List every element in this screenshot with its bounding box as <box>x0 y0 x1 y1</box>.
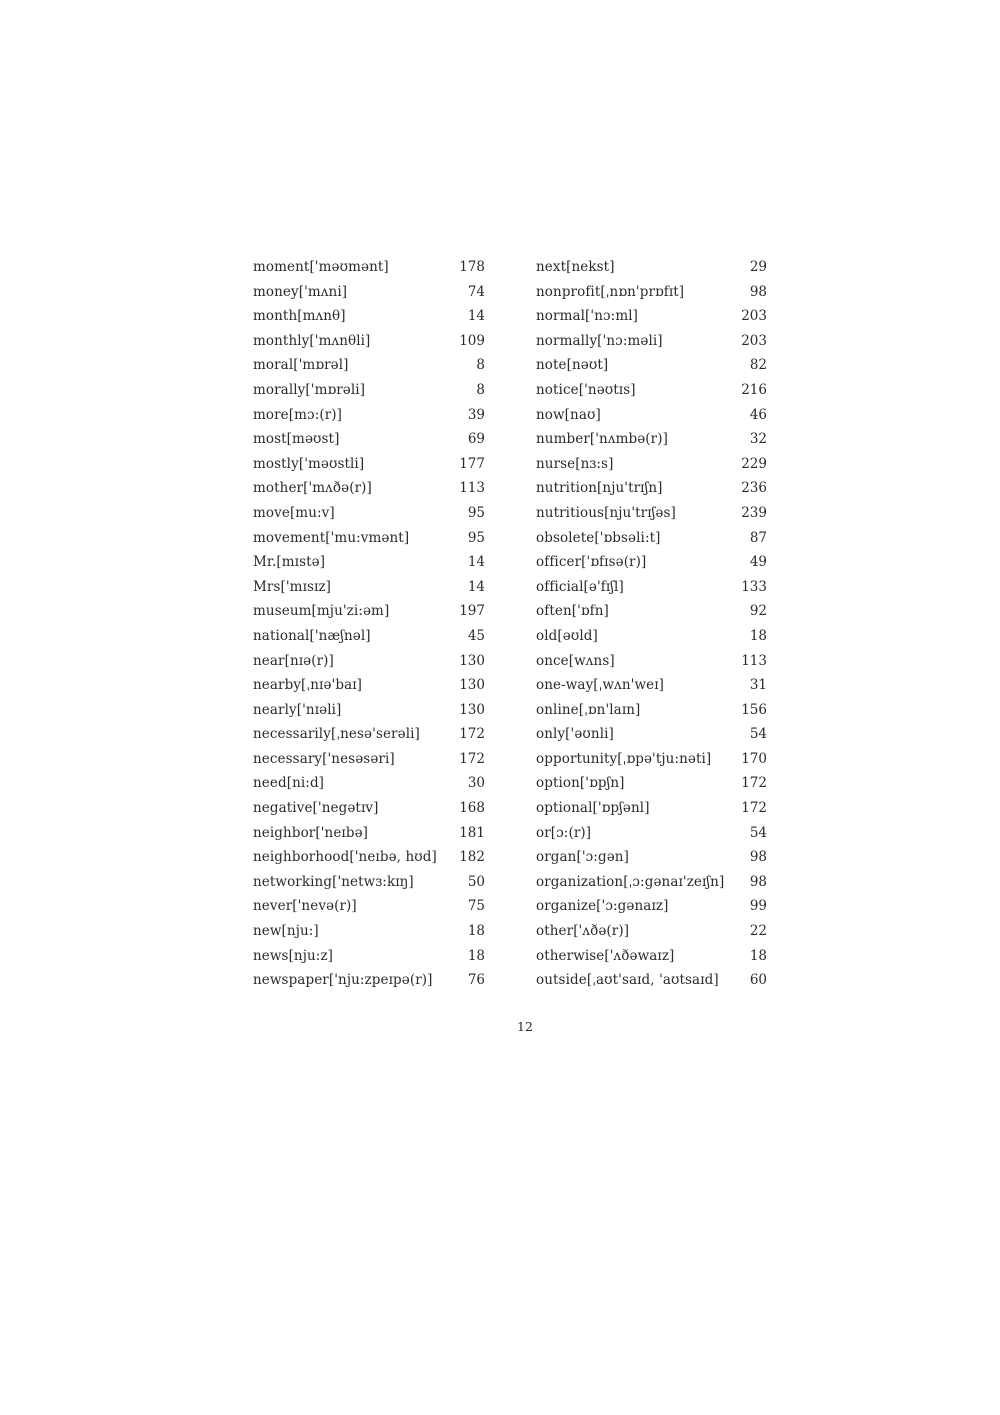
entry-row <box>536 501 767 526</box>
entry-page-number: 74 <box>467 283 485 300</box>
entry-term: now[naʊ] <box>536 406 601 423</box>
entry-row <box>536 452 767 477</box>
entry-term: museum[mju'zi:əm] <box>253 603 390 620</box>
entry-page-number: 168 <box>459 800 485 817</box>
entry-row <box>536 649 767 674</box>
entry-term: networking['netwɜ:kɪŋ] <box>253 873 414 890</box>
entry-row <box>536 403 767 428</box>
entry-row <box>536 944 767 969</box>
entry-row <box>253 526 485 551</box>
entry-row <box>536 427 767 452</box>
entry-term: movement['mu:vmənt] <box>253 529 410 546</box>
entry-page-number: 172 <box>741 775 767 792</box>
entry-row <box>253 722 485 747</box>
entry-term: online[ˌɒn'laɪn] <box>536 701 641 718</box>
entry-term: nutritious[nju'trɪʃəs] <box>536 504 676 521</box>
entry-term: necessary['nesəsəri] <box>253 750 395 767</box>
entry-row <box>253 403 485 428</box>
entry-page-number: 216 <box>741 381 767 398</box>
entry-term: otherwise['ʌðəwaɪz] <box>536 947 675 964</box>
entry-row <box>536 968 767 993</box>
entry-row <box>536 280 767 305</box>
entry-row <box>536 624 767 649</box>
entry-term: number['nʌmbə(r)] <box>536 431 668 448</box>
entry-row <box>536 353 767 378</box>
page-number: 12 <box>517 1019 533 1034</box>
entry-page-number: 170 <box>741 750 767 767</box>
entry-row <box>253 698 485 723</box>
entry-page-number: 109 <box>459 332 485 349</box>
entry-page-number: 14 <box>467 578 485 595</box>
entry-page-number: 156 <box>741 701 767 718</box>
entry-page-number: 98 <box>749 873 767 890</box>
entry-row <box>536 526 767 551</box>
entry-term: opportunity[ˌɒpə'tju:nəti] <box>536 750 712 767</box>
entry-row <box>536 747 767 772</box>
entry-page-number: 14 <box>467 308 485 325</box>
entry-row <box>253 821 485 846</box>
entry-page-number: 82 <box>749 357 767 374</box>
entry-row <box>536 304 767 329</box>
entry-page-number: 98 <box>749 283 767 300</box>
entry-term: nonprofit[ˌnɒn'prɒfɪt] <box>536 283 685 300</box>
entry-term: old[əʊld] <box>536 627 598 644</box>
entry-term: notice['nəʊtɪs] <box>536 381 636 398</box>
entry-row <box>253 894 485 919</box>
entry-term: neighborhood['neɪbə, hʊd] <box>253 849 437 866</box>
entry-term: organization[ˌɔ:gənaɪ'zeɪʃn] <box>536 873 725 890</box>
entry-row <box>253 919 485 944</box>
entry-page-number: 69 <box>467 431 485 448</box>
entry-term: necessarily[ˌnesə'serəli] <box>253 726 420 743</box>
entry-page-number: 172 <box>459 750 485 767</box>
entry-row <box>253 575 485 600</box>
entry-term: most[məʊst] <box>253 431 340 448</box>
entry-page-number: 172 <box>741 800 767 817</box>
entry-term: organ['ɔ:gən] <box>536 849 629 866</box>
entry-term: one-way[ˌwʌn'weɪ] <box>536 677 664 694</box>
entry-term: Mr.[mɪstə] <box>253 554 326 571</box>
entry-page-number: 18 <box>749 627 767 644</box>
entry-page-number: 60 <box>749 972 767 989</box>
entry-term: new[nju:] <box>253 923 319 940</box>
entry-page-number: 76 <box>467 972 485 989</box>
entry-page-number: 99 <box>749 898 767 915</box>
entry-page-number: 95 <box>467 504 485 521</box>
entry-page-number: 92 <box>749 603 767 620</box>
entry-term: monthly['mʌnθli] <box>253 332 371 349</box>
entry-page-number: 54 <box>749 726 767 743</box>
entry-term: normally['nɔ:məli] <box>536 332 663 349</box>
entry-row <box>536 722 767 747</box>
entry-term: nutrition[nju'trɪʃn] <box>536 480 663 497</box>
entry-term: next[nekst] <box>536 259 615 275</box>
entry-row <box>253 353 485 378</box>
entry-term: note[nəʊt] <box>536 357 609 374</box>
entry-page-number: 18 <box>467 923 485 940</box>
entry-page-number: 236 <box>741 480 767 497</box>
entry-row <box>536 771 767 796</box>
right-column <box>536 255 767 993</box>
entry-row <box>253 599 485 624</box>
entry-term: national['næʃnəl] <box>253 627 371 644</box>
entry-row <box>253 501 485 526</box>
entry-row <box>253 870 485 895</box>
entry-page-number: 30 <box>467 775 485 792</box>
entry-term: news[nju:z] <box>253 947 334 964</box>
entry-term: newspaper['nju:zpeɪpə(r)] <box>253 972 433 989</box>
entry-row <box>536 329 767 354</box>
entry-term: money['mʌni] <box>253 283 348 300</box>
entry-term: month[mʌnθ] <box>253 308 346 325</box>
entry-term: officer['ɒfɪsə(r)] <box>536 554 647 571</box>
entry-term: never['nevə(r)] <box>253 898 357 915</box>
entry-page-number: 49 <box>749 554 767 571</box>
entry-page-number: 229 <box>741 455 767 472</box>
entry-term: only['əʊnli] <box>536 726 614 743</box>
entry-page-number: 172 <box>459 726 485 743</box>
entry-page-number: 133 <box>741 578 767 595</box>
entry-row <box>536 796 767 821</box>
entry-term: optional['ɒpʃənl] <box>536 800 650 817</box>
entry-row <box>536 673 767 698</box>
entry-term: nearly['nɪəli] <box>253 701 342 718</box>
entry-term: moral['mɒrəl] <box>253 357 349 374</box>
entry-page-number: 54 <box>749 824 767 841</box>
entry-row <box>253 845 485 870</box>
entry-page-number: 203 <box>741 308 767 325</box>
entry-term: once[wʌns] <box>536 652 615 669</box>
entry-row <box>253 280 485 305</box>
entry-row <box>253 329 485 354</box>
entry-row <box>253 968 485 993</box>
entry-term: official[ə'fɪʃl] <box>536 578 624 595</box>
entry-term: option['ɒpʃn] <box>536 775 625 792</box>
entry-term: Mrs['mɪsɪz] <box>253 578 332 595</box>
entry-row <box>253 747 485 772</box>
entry-page-number: 239 <box>741 504 767 521</box>
entry-term: neighbor['neɪbə] <box>253 824 369 841</box>
entry-page-number: 45 <box>467 627 485 644</box>
entry-term: more[mɔ:(r)] <box>253 406 343 423</box>
entry-page-number: 130 <box>459 701 485 718</box>
entry-page-number: 32 <box>749 431 767 448</box>
entry-term: outside[ˌaʊt'saɪd, 'aʊtsaɪd] <box>536 972 719 989</box>
entry-page-number: 18 <box>749 947 767 964</box>
entry-row <box>253 550 485 575</box>
entry-term: need[ni:d] <box>253 775 325 792</box>
entry-row <box>253 378 485 403</box>
entry-row <box>253 452 485 477</box>
entry-row <box>536 821 767 846</box>
entry-term: nearby[ˌnɪə'baɪ] <box>253 677 363 694</box>
entry-page-number: 87 <box>749 529 767 546</box>
entry-row <box>536 919 767 944</box>
entry-row <box>536 845 767 870</box>
entry-row <box>253 796 485 821</box>
entry-row <box>536 476 767 501</box>
entry-row <box>253 649 485 674</box>
entry-row <box>536 550 767 575</box>
entry-term: other['ʌðə(r)] <box>536 923 630 940</box>
entry-page-number: 178 <box>459 259 485 275</box>
entry-page-number: 8 <box>476 381 485 398</box>
entry-row <box>253 427 485 452</box>
entry-row <box>253 673 485 698</box>
entry-row <box>536 599 767 624</box>
entry-page-number: 197 <box>459 603 485 620</box>
entry-page-number: 8 <box>476 357 485 374</box>
entry-page-number: 14 <box>467 554 485 571</box>
entry-page-number: 50 <box>467 873 485 890</box>
entry-row <box>253 771 485 796</box>
entry-term: nurse[nɜ:s] <box>536 455 614 472</box>
entry-page-number: 75 <box>467 898 485 915</box>
entry-row <box>536 255 767 280</box>
entry-page-number: 130 <box>459 677 485 694</box>
entry-row <box>253 476 485 501</box>
entry-term: or[ɔ:(r)] <box>536 824 592 841</box>
entry-row <box>253 624 485 649</box>
entry-row <box>536 870 767 895</box>
entry-row <box>253 944 485 969</box>
entry-page-number: 18 <box>467 947 485 964</box>
entry-term: mother['mʌðə(r)] <box>253 480 372 497</box>
left-column <box>253 255 485 993</box>
entry-page-number: 46 <box>749 406 767 423</box>
entry-term: morally['mɒrəli] <box>253 381 366 398</box>
entry-page-number: 31 <box>749 677 767 694</box>
entry-term: moment['məʊmənt] <box>253 259 389 275</box>
entry-page-number: 203 <box>741 332 767 349</box>
entry-page-number: 29 <box>749 259 767 275</box>
entry-page-number: 22 <box>749 923 767 940</box>
entry-page-number: 98 <box>749 849 767 866</box>
entry-row <box>253 304 485 329</box>
entry-term: obsolete['ɒbsəli:t] <box>536 529 661 546</box>
entry-row <box>536 575 767 600</box>
entry-term: near[nɪə(r)] <box>253 652 334 669</box>
entry-page-number: 113 <box>459 480 485 497</box>
entry-row <box>536 378 767 403</box>
entry-row <box>536 894 767 919</box>
entry-page-number: 113 <box>741 652 767 669</box>
entry-page-number: 130 <box>459 652 485 669</box>
entry-page-number: 182 <box>459 849 485 866</box>
entry-term: move[mu:v] <box>253 504 335 521</box>
entry-term: normal['nɔ:ml] <box>536 308 639 325</box>
entry-row <box>536 698 767 723</box>
entry-page-number: 95 <box>467 529 485 546</box>
entry-term: often['ɒfn] <box>536 603 609 620</box>
entry-page-number: 177 <box>459 455 485 472</box>
entry-term: negative['negətɪv] <box>253 800 379 817</box>
entry-term: mostly['məʊstli] <box>253 455 365 472</box>
entry-row <box>253 255 485 280</box>
entry-page-number: 39 <box>467 406 485 423</box>
entry-term: organize['ɔ:gənaɪz] <box>536 898 669 915</box>
entry-page-number: 181 <box>459 824 485 841</box>
